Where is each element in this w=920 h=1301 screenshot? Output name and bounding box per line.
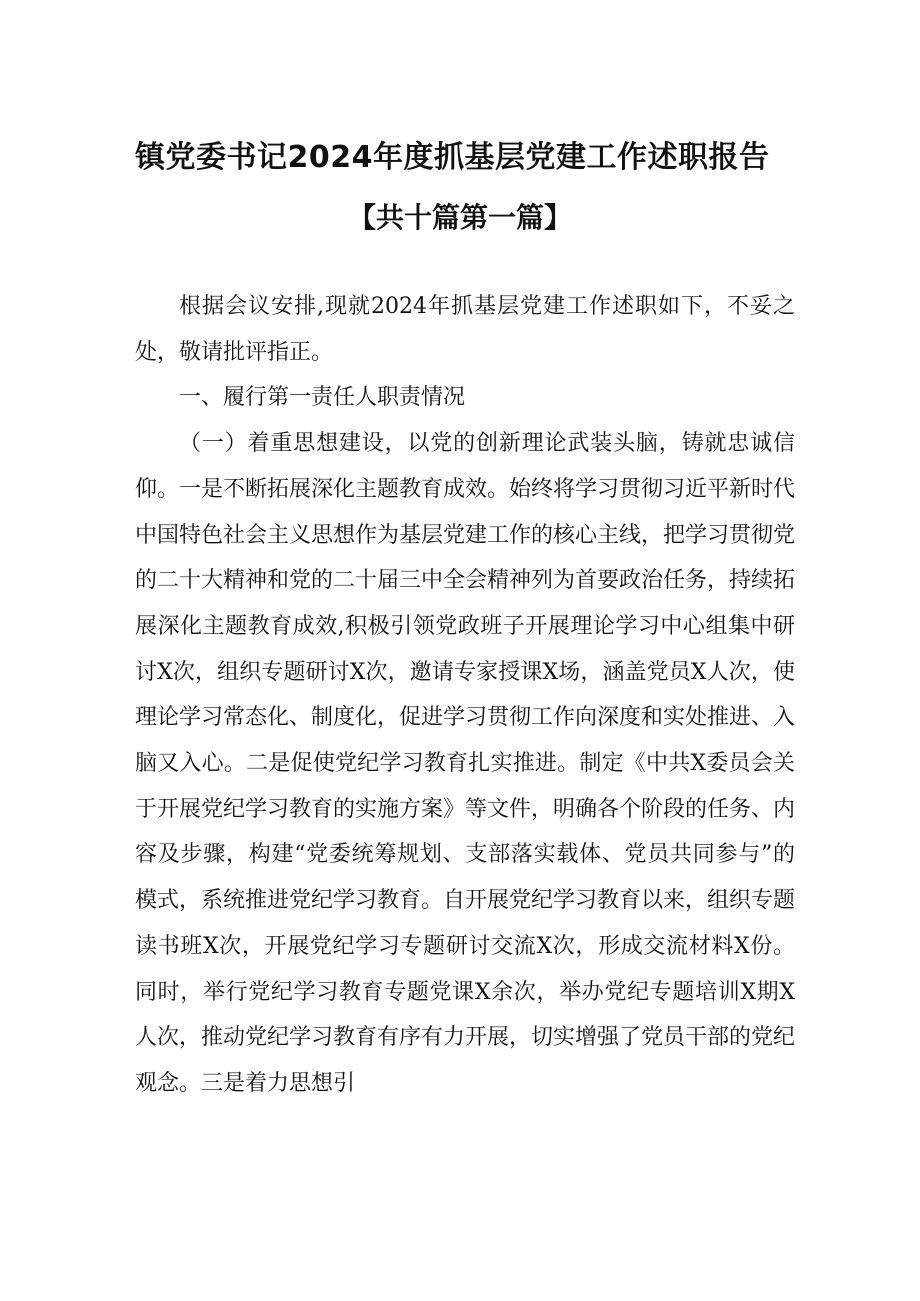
intro-paragraph: 根据会议安排,现就2024年抓基层党建工作述职如下，不妥之处，敬请批评指正。 xyxy=(135,294,795,365)
section-heading: 一、履行第一责任人职责情况 xyxy=(179,385,466,411)
body-paragraph: （一）着重思想建设，以党的创新理论武装头脑，铸就忠诚信仰。一是不断拓展深化主题教育成效。始终将学习贯彻习近平新时代中国特色社会主义思想作为基层党建工作的核心主线，把学习贯彻党的二十大精神和党的二十届三中全会精神列为首要政治任务，持续拓展深化主题教育成效,积极引领党政班子开展理论学习中心组集中研讨X次，组织专题研讨X次，邀请专家授课X场，涵盖党员X人次，使理论学习常态化、制度化，促进学习贯彻工作向深度和实处推进、入脑又入心。二是促使党纪学习教育扎实推进。制定《中共X委员会关于开展党纪学习教育的实施方案》等文件，明确各个阶段的任务、内容及步骤，构建“党委统筹规划、支部落实载体、党员共同参与”的模式，系统推进党纪学习教育。自开展党纪学习教育以来，组织专题读书班X次，开展党纪学习专题研讨交流X次，形成交流材料X份。同时，举行党纪学习教育专题党课X余次，举办党纪专题培训X期X人次，推动党纪学习教育有序有力开展，切实增强了党员干部的党纪观念。三是着力思想引 xyxy=(135,431,796,1096)
document-body xyxy=(135,284,795,1107)
document-title: 镇党委书记2024年度抓基层党建工作述职报告 xyxy=(135,140,770,175)
document-subtitle: 【共十篇第一篇】 xyxy=(347,201,572,234)
